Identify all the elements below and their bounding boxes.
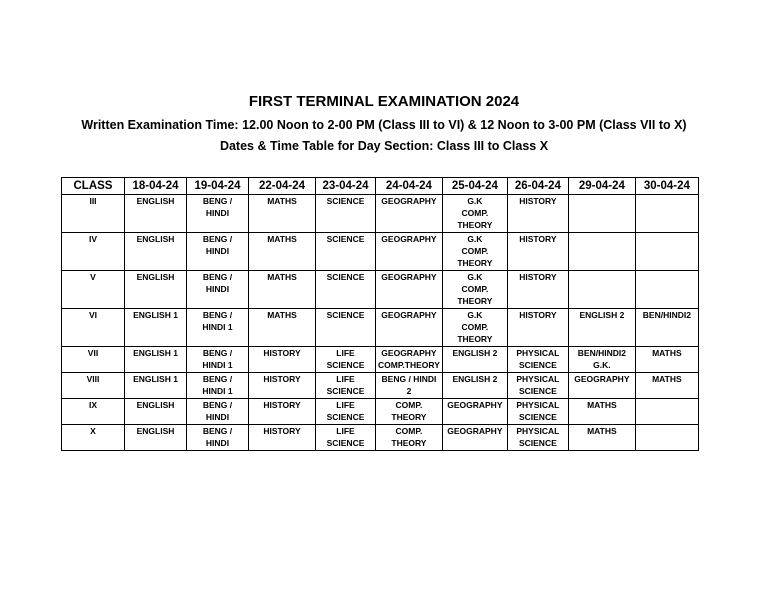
subject-cell: [507, 373, 568, 399]
cell-text: ENGLISH: [136, 196, 175, 206]
page-title: FIRST TERMINAL EXAMINATION 2024: [248, 93, 520, 110]
cell-text: HINDI: [205, 246, 230, 256]
cell-text: SCIENCE: [518, 360, 557, 370]
cell-text: VI: [88, 310, 98, 320]
cell-text: ENGLISH 1: [133, 310, 178, 320]
subject-cell: [507, 347, 568, 373]
subject-cell: [249, 309, 316, 347]
cell-text: MATHS: [267, 196, 297, 206]
subject-cell: [635, 195, 698, 233]
subject-cell: [442, 373, 507, 399]
subject-cell: [187, 271, 249, 309]
cell-text: G.K: [467, 234, 483, 244]
cell-text: ENGLISH 2: [452, 374, 498, 384]
subject-cell: [376, 425, 443, 451]
cell-text: THEORY: [457, 220, 493, 230]
subject-cell: [507, 233, 568, 271]
header-class: CLASS: [62, 178, 125, 195]
cell-text: COMP.: [461, 284, 489, 294]
cell-text: HINDI: [205, 438, 230, 448]
subject-cell: [316, 233, 376, 271]
subject-cell: [376, 233, 443, 271]
subject-cell: [442, 233, 507, 271]
cell-text: BENG /: [202, 310, 233, 320]
cell-text: MATHS: [587, 426, 617, 436]
subject-cell: [442, 271, 507, 309]
subject-cell: [125, 399, 187, 425]
subject-cell: [442, 399, 507, 425]
cell-text: III: [89, 196, 97, 206]
subject-cell: [187, 373, 249, 399]
subject-cell: [187, 425, 249, 451]
subject-cell: [187, 233, 249, 271]
cell-text: THEORY: [391, 412, 427, 422]
header-date: 30-04-24: [635, 178, 698, 195]
cell-text: ENGLISH 2: [452, 348, 498, 358]
table-row: [62, 309, 699, 347]
subject-cell: [187, 399, 249, 425]
subject-cell: [635, 347, 698, 373]
class-cell: [62, 373, 125, 399]
cell-text: GEOGRAPHY: [381, 348, 437, 358]
cell-text: THEORY: [391, 438, 427, 448]
cell-text: BENG /: [202, 426, 233, 436]
cell-text: BEN/HINDI2: [642, 310, 691, 320]
cell-text: GEOGRAPHY: [381, 196, 437, 206]
cell-text: HINDI 1: [202, 322, 233, 332]
cell-text: HINDI: [205, 284, 230, 294]
subject-cell: [442, 425, 507, 451]
cell-text: SCIENCE: [518, 386, 557, 396]
subject-cell: [568, 309, 635, 347]
cell-text: THEORY: [457, 296, 493, 306]
subject-cell: [187, 309, 249, 347]
cell-text: HISTORY: [263, 374, 301, 384]
subject-cell: [125, 347, 187, 373]
cell-text: 2: [406, 386, 412, 396]
subject-cell: [568, 373, 635, 399]
class-cell: [62, 309, 125, 347]
timetable: [61, 177, 699, 451]
cell-text: SCIENCE: [326, 196, 365, 206]
cell-text: COMP.: [395, 400, 423, 410]
subject-cell: [507, 425, 568, 451]
cell-text: PHYSICAL: [516, 400, 560, 410]
subject-cell: [125, 309, 187, 347]
cell-text: BENG /: [202, 196, 233, 206]
cell-text: GEOGRAPHY: [447, 400, 503, 410]
subject-cell: [568, 271, 635, 309]
subject-cell: [568, 347, 635, 373]
cell-text: ENGLISH: [136, 272, 175, 282]
subject-cell: [316, 399, 376, 425]
cell-text: X: [90, 426, 96, 436]
cell-text: IX: [88, 400, 98, 410]
cell-text: THEORY: [457, 334, 493, 344]
cell-text: BEN/HINDI2: [577, 348, 626, 358]
subject-cell: [316, 195, 376, 233]
header-row: [62, 178, 699, 195]
table-row: [62, 373, 699, 399]
cell-text: COMP.THEORY: [378, 360, 440, 370]
table-row: [62, 347, 699, 373]
subject-cell: [635, 425, 698, 451]
subject-cell: [125, 233, 187, 271]
cell-text: ENGLISH 1: [133, 374, 178, 384]
subject-cell: [568, 425, 635, 451]
cell-text: ENGLISH: [136, 426, 175, 436]
subject-cell: [507, 271, 568, 309]
cell-text: GEOGRAPHY: [381, 234, 437, 244]
cell-text: MATHS: [652, 348, 682, 358]
subject-cell: [249, 399, 316, 425]
subject-cell: [376, 347, 443, 373]
class-cell: [62, 347, 125, 373]
cell-text: HINDI: [205, 208, 230, 218]
subject-cell: [125, 195, 187, 233]
header-date: 23-04-24: [316, 178, 376, 195]
cell-text: MATHS: [652, 374, 682, 384]
cell-text: SCIENCE: [326, 234, 365, 244]
cell-text: HISTORY: [519, 234, 557, 244]
subject-cell: [187, 347, 249, 373]
header-date: 24-04-24: [376, 178, 443, 195]
cell-text: PHYSICAL: [516, 348, 560, 358]
cell-text: G.K: [467, 196, 483, 206]
cell-text: V: [90, 272, 96, 282]
cell-text: ENGLISH: [136, 234, 175, 244]
cell-text: BENG /: [202, 374, 233, 384]
cell-text: SCIENCE: [518, 438, 557, 448]
cell-text: HISTORY: [263, 348, 301, 358]
header-date: 22-04-24: [249, 178, 316, 195]
cell-text: BENG /: [202, 272, 233, 282]
cell-text: ENGLISH 2: [579, 310, 625, 320]
cell-text: COMP.: [461, 322, 489, 332]
cell-text: MATHS: [587, 400, 617, 410]
cell-text: COMP.: [461, 208, 489, 218]
cell-text: HISTORY: [519, 196, 557, 206]
class-cell: [62, 271, 125, 309]
subject-cell: [507, 195, 568, 233]
cell-text: G.K: [467, 272, 483, 282]
subject-cell: [568, 233, 635, 271]
table-row: [62, 195, 699, 233]
cell-text: GEOGRAPHY: [381, 310, 437, 320]
subject-cell: [125, 425, 187, 451]
cell-text: BENG /: [202, 400, 233, 410]
subject-cell: [442, 195, 507, 233]
header-date: 25-04-24: [442, 178, 507, 195]
cell-text: HISTORY: [519, 272, 557, 282]
cell-text: SCIENCE: [326, 310, 365, 320]
cell-text: MATHS: [267, 234, 297, 244]
cell-text: ENGLISH: [136, 400, 175, 410]
subject-cell: [187, 195, 249, 233]
cell-text: THEORY: [457, 258, 493, 268]
subject-cell: [249, 271, 316, 309]
subject-cell: [376, 195, 443, 233]
cell-text: MATHS: [267, 272, 297, 282]
header-date: 18-04-24: [125, 178, 187, 195]
cell-text: G.K: [467, 310, 483, 320]
table-row: [62, 399, 699, 425]
cell-text: VII: [87, 348, 99, 358]
cell-text: HISTORY: [263, 426, 301, 436]
subject-cell: [316, 425, 376, 451]
subject-cell: [316, 347, 376, 373]
table-row: [62, 271, 699, 309]
subject-cell: [376, 271, 443, 309]
cell-text: COMP.: [395, 426, 423, 436]
header-date: 29-04-24: [568, 178, 635, 195]
cell-text: PHYSICAL: [516, 374, 560, 384]
table-row: [62, 425, 699, 451]
header-date: 26-04-24: [507, 178, 568, 195]
subject-cell: [316, 373, 376, 399]
cell-text: BENG /: [202, 348, 233, 358]
subject-cell: [635, 233, 698, 271]
subject-cell: [249, 195, 316, 233]
subject-cell: [125, 271, 187, 309]
section-subtitle: Dates & Time Table for Day Section: Class III to Class X: [219, 139, 549, 153]
cell-text: LIFE SCIENCE: [326, 348, 365, 370]
subject-cell: [442, 347, 507, 373]
table-row: [62, 233, 699, 271]
subject-cell: [568, 195, 635, 233]
class-cell: [62, 195, 125, 233]
subject-cell: [635, 271, 698, 309]
cell-text: GEOGRAPHY: [447, 426, 503, 436]
cell-text: HINDI 1: [202, 386, 233, 396]
subject-cell: [568, 399, 635, 425]
cell-text: ENGLISH 1: [133, 348, 178, 358]
subject-cell: [249, 425, 316, 451]
subject-cell: [507, 309, 568, 347]
subject-cell: [125, 373, 187, 399]
cell-text: BENG /: [202, 234, 233, 244]
class-cell: [62, 399, 125, 425]
cell-text: IV: [88, 234, 98, 244]
subject-cell: [442, 309, 507, 347]
subject-cell: [376, 399, 443, 425]
cell-text: HISTORY: [263, 400, 301, 410]
subject-cell: [376, 309, 443, 347]
subject-cell: [635, 373, 698, 399]
subject-cell: [249, 373, 316, 399]
subject-cell: [635, 309, 698, 347]
cell-text: LIFE SCIENCE: [326, 426, 365, 448]
cell-text: MATHS: [267, 310, 297, 320]
cell-text: HINDI 1: [202, 360, 233, 370]
cell-text: G.K.: [593, 360, 611, 370]
cell-text: SCIENCE: [518, 412, 557, 422]
cell-text: GEOGRAPHY: [381, 272, 437, 282]
class-cell: [62, 233, 125, 271]
subject-cell: [635, 399, 698, 425]
cell-text: HISTORY: [519, 310, 557, 320]
cell-text: LIFE SCIENCE: [326, 400, 365, 422]
cell-text: SCIENCE: [326, 272, 365, 282]
cell-text: HINDI: [205, 412, 230, 422]
class-cell: [62, 425, 125, 451]
exam-time-subtitle: Written Examination Time: 12.00 Noon to 2-00 PM (Class III to VI) & 12 Noon to 3-00 PM (Class VII to X): [81, 118, 687, 132]
cell-text: VIII: [86, 374, 100, 384]
cell-text: GEOGRAPHY: [574, 374, 630, 384]
cell-text: LIFE SCIENCE: [326, 374, 365, 396]
cell-text: COMP.: [461, 246, 489, 256]
cell-text: PHYSICAL: [516, 426, 560, 436]
header-date: 19-04-24: [187, 178, 249, 195]
subject-cell: [507, 399, 568, 425]
subject-cell: [316, 271, 376, 309]
subject-cell: [249, 233, 316, 271]
subject-cell: [376, 373, 443, 399]
subject-cell: [249, 347, 316, 373]
cell-text: BENG / HINDI: [381, 374, 437, 384]
subject-cell: [316, 309, 376, 347]
